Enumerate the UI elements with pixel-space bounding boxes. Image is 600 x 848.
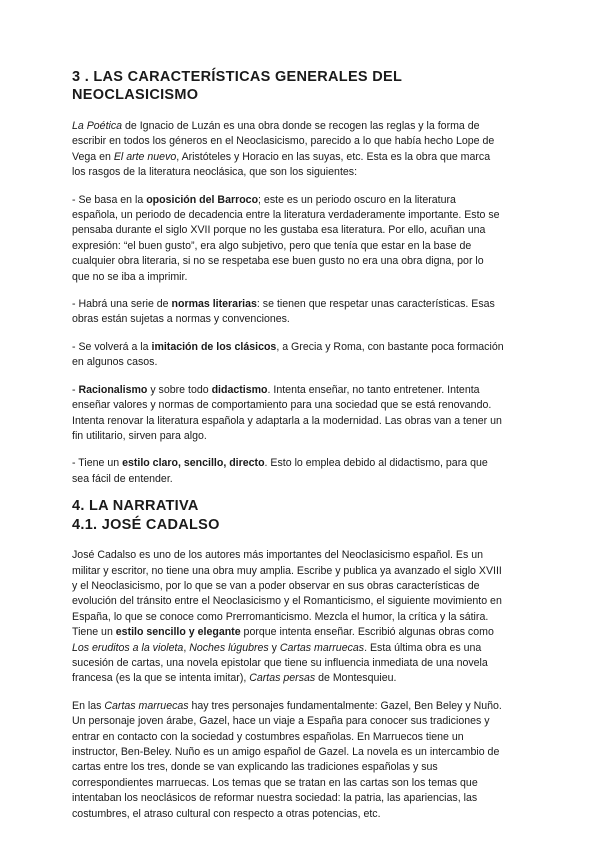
bullet-racionalismo: - Racionalismo y sobre todo didactismo. Intenta enseñar, no tanto entretener. Intenta enseñar valores y normas de comportamiento para una sociedad que se está renovando. Intenta renovar la literatura española y adaptarla a la modernidad. Las obras van a tener un fin utilitario, sirven para algo. — [72, 383, 502, 442]
section-4-title: 4. LA NARRATIVA — [72, 498, 199, 515]
title-la-poetica: La Poética — [72, 120, 123, 132]
section-3-title: 3 . LAS CARACTERÍSTICAS GENERALES DEL NEOCLASICISMO — [72, 69, 402, 103]
section-4-heading — [72, 497, 504, 535]
bullet-oposicion-barroco: - Se basa en la oposición del Barroco; este es un periodo oscuro en la literatura española, un periodo de decadencia entre la literatura verdaderamente importante. Esto se pensaba durante el siglo XVII porque no les gustaba esa literatura. Por ello, acuñan una expresión: “el buen gusto”, era algo subjetivo, pero que tenía que estar en la base de cualquier obra literaria, si no se respetaba ese buen gusto no era una obra digna, por lo que no se iba a imprimir. — [72, 193, 500, 283]
title-cartas-marruecas-2: Cartas marruecas — [104, 699, 189, 712]
title-noches: Noches lúgubres — [189, 641, 269, 654]
bullet-imitacion-clasicos: - Se volverá a la imitación de los clásicos, a Grecia y Roma, con bastante poca formación en algunos casos. — [72, 340, 504, 369]
title-cartas-persas: Cartas persas — [249, 672, 316, 685]
intro-paragraph: La Poética de Ignacio de Luzán es una obra donde se recogen las reglas y la forma de escribir en todos los géneros en el Neoclasicismo, parecido a lo que había hecho Lope de Vega en El arte nuevo, Aristóteles y Horacio en las suyas, etc. Esta es la obra que marca los rasgos de la literatura neoclásica, que son los siguientes: — [72, 120, 495, 179]
cartas-marruecas-paragraph: En las Cartas marruecas hay tres personajes fundamentalmente: Gazel, Ben Beley y Nuño. Un personaje joven árabe, Gazel, hace un viaje a España para conocer sus tradiciones y entrar en contacto con la sociedad y costumbres españolas. En Marruecos tiene un instructor, Ben-Beley. Nuño es un amigo español de Gazel. La novela es un intercambio de cartas entre los tres, donde se van explicando las tradiciones españolas y sus correspondientes marruecas. Los temas que se tratan en las cartas son los temas que intentaban los neoclásicos de reformar nuestra sociedad: la patria, las apariencias, las costumbres, el atraso cultural con respecto a otras potencias, etc. — [72, 699, 502, 820]
bullet-estilo-claro: - Tiene un estilo claro, sencillo, directo. Esto lo emplea debido al didactismo, para que sea fácil de entender. — [72, 457, 488, 485]
bullet-normas-literarias: - Habrá una serie de normas literarias: se tienen que respetar unas características. Esas obras están sujetas a normas y convenciones. — [72, 298, 495, 326]
cadalso-paragraph: José Cadalso es uno de los autores más importantes del Neoclasicismo español. Es un militar y escritor, no tiene una obra muy amplia. Escribe y publica ya avanzado el siglo XVIII y el Neoclasicismo, por lo que se van a poder observar en sus obras características de evolución del tránsito entre el Neoclasicismo y el Romanticismo, el siguiente movimiento en España, lo que se conoce como Prerromanticismo. Mezcla el humor, la crítica y la sátira. Tiene un estilo sencillo y elegante porque intenta enseñar. Escribió algunas obras como Los eruditos a la violeta, Noches lúgubres y Cartas marruecas. Esta última obra es una sucesión de cartas, una novela epistolar que tiene su influencia inmediata de una novela francesa (es la que se intenta imitar), Cartas persas de Montesquieu. — [72, 549, 502, 685]
section-4-1-title: 4.1. JOSÉ CADALSO — [72, 517, 220, 534]
title-el-arte-nuevo: El arte nuevo — [113, 150, 177, 163]
title-eruditos: Los eruditos a la violeta — [72, 641, 184, 654]
title-cartas-marruecas: Cartas marruecas — [279, 641, 365, 654]
